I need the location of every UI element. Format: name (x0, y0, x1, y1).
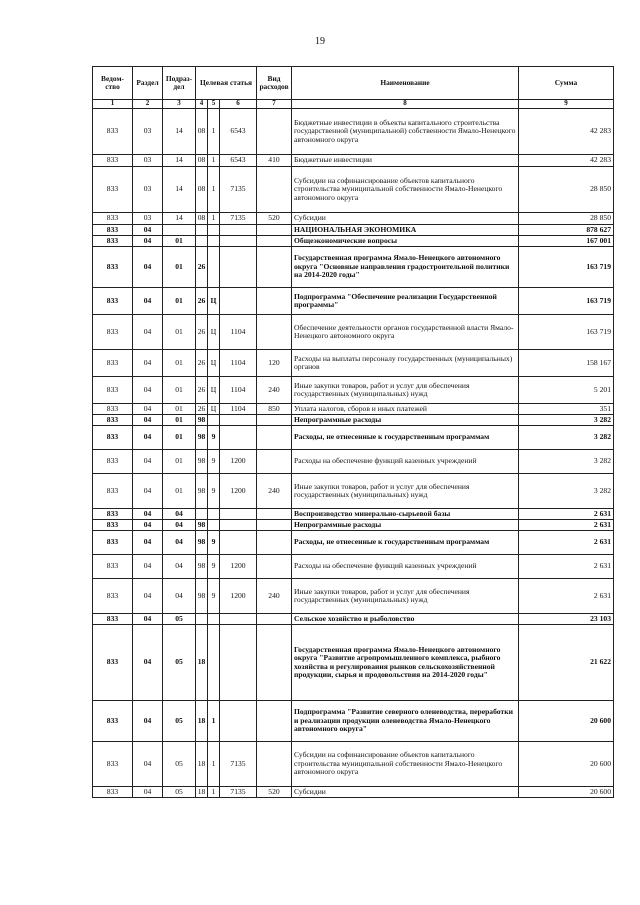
cell-name: Иные закупки товаров, работ и услуг для обеспечения государственных (муниципальных) нужд (292, 377, 519, 404)
cell-v: 833 (93, 404, 133, 415)
table-row (93, 426, 614, 450)
page-number: 19 (315, 36, 325, 47)
cell-vr (257, 531, 292, 555)
cell-vr (257, 415, 292, 426)
column-number: 8 (292, 100, 519, 109)
cell-sum: 20 600 (519, 742, 614, 787)
cell-name: Субсидии на софинансирование объектов капитального строительства муниципальной собственности Ямало-Ненецкого автономного округа (292, 742, 519, 787)
table-row (93, 167, 614, 213)
cell-a: 98 (196, 426, 208, 450)
cell-sum: 3 282 (519, 474, 614, 509)
cell-c (220, 509, 257, 520)
cell-b (208, 520, 220, 531)
cell-v: 833 (93, 450, 133, 474)
cell-vr (257, 426, 292, 450)
cell-r: 03 (133, 167, 163, 213)
cell-r: 04 (133, 415, 163, 426)
cell-c: 1200 (220, 579, 257, 614)
cell-name: Государственная программа Ямало-Ненецкого автономного округа "Основные направления градостроительной политики на 2014-2020 годы" (292, 247, 519, 288)
cell-vr: 120 (257, 350, 292, 377)
cell-vr (257, 225, 292, 236)
column-number: 2 (133, 100, 163, 109)
cell-p: 05 (163, 701, 196, 742)
header-summa: Сумма (519, 67, 614, 100)
cell-a: 98 (196, 450, 208, 474)
cell-b: Ц (208, 377, 220, 404)
cell-v: 833 (93, 509, 133, 520)
cell-r: 04 (133, 426, 163, 450)
cell-p: 05 (163, 625, 196, 701)
cell-v: 833 (93, 350, 133, 377)
cell-b: 1 (208, 155, 220, 167)
cell-a (196, 225, 208, 236)
table-body (93, 109, 614, 798)
cell-b: Ц (208, 350, 220, 377)
cell-r: 04 (133, 555, 163, 579)
cell-name: Уплата налогов, сборов и иных платежей (292, 404, 519, 415)
cell-v: 833 (93, 742, 133, 787)
cell-vr: 520 (257, 787, 292, 798)
cell-sum: 28 850 (519, 167, 614, 213)
table-row (93, 236, 614, 247)
cell-vr (257, 555, 292, 579)
cell-v: 833 (93, 701, 133, 742)
cell-r: 03 (133, 109, 163, 155)
cell-r: 04 (133, 742, 163, 787)
cell-c (220, 236, 257, 247)
cell-vr (257, 247, 292, 288)
cell-b (208, 236, 220, 247)
cell-b (208, 509, 220, 520)
cell-vr: 240 (257, 474, 292, 509)
cell-r: 04 (133, 520, 163, 531)
cell-p: 01 (163, 474, 196, 509)
cell-a: 98 (196, 579, 208, 614)
cell-v: 833 (93, 579, 133, 614)
cell-v: 833 (93, 236, 133, 247)
cell-a: 26 (196, 350, 208, 377)
cell-name: Бюджетные инвестиции (292, 155, 519, 167)
cell-name: НАЦИОНАЛЬНАЯ ЭКОНОМИКА (292, 225, 519, 236)
cell-r: 04 (133, 787, 163, 798)
cell-p: 14 (163, 167, 196, 213)
cell-vr (257, 167, 292, 213)
cell-sum: 28 850 (519, 213, 614, 225)
cell-c (220, 625, 257, 701)
cell-p: 04 (163, 509, 196, 520)
cell-b: 9 (208, 555, 220, 579)
cell-name: Подпрограмма "Обеспечение реализации Государственной программы" (292, 288, 519, 315)
cell-c (220, 225, 257, 236)
cell-a: 08 (196, 109, 208, 155)
cell-b: Ц (208, 288, 220, 315)
cell-sum: 163 719 (519, 247, 614, 288)
cell-c: 1104 (220, 404, 257, 415)
cell-c (220, 247, 257, 288)
cell-p: 04 (163, 520, 196, 531)
table-row (93, 288, 614, 315)
cell-sum: 42 283 (519, 155, 614, 167)
cell-b: 1 (208, 109, 220, 155)
cell-vr (257, 109, 292, 155)
cell-v: 833 (93, 520, 133, 531)
cell-a: 98 (196, 520, 208, 531)
cell-c: 1200 (220, 555, 257, 579)
cell-sum: 23 103 (519, 614, 614, 625)
cell-p: 05 (163, 742, 196, 787)
cell-sum: 2 631 (519, 531, 614, 555)
cell-r: 03 (133, 213, 163, 225)
cell-name: Субсидии (292, 213, 519, 225)
cell-name: Расходы на обеспечение функций казенных учреждений (292, 450, 519, 474)
header-vedomstvo: Ведом-ство (93, 67, 133, 100)
cell-r: 04 (133, 247, 163, 288)
cell-a (196, 236, 208, 247)
cell-a: 98 (196, 415, 208, 426)
cell-c (220, 614, 257, 625)
cell-p: 05 (163, 614, 196, 625)
cell-sum: 878 627 (519, 225, 614, 236)
cell-name: Расходы на выплаты персоналу государственных (муниципальных) органов (292, 350, 519, 377)
cell-a: 18 (196, 742, 208, 787)
cell-b: 1 (208, 167, 220, 213)
cell-c: 1104 (220, 377, 257, 404)
cell-r: 04 (133, 315, 163, 350)
cell-b (208, 415, 220, 426)
cell-name: Обеспечение деятельности органов государственной власти Ямало-Ненецкого автономного округа (292, 315, 519, 350)
cell-a: 98 (196, 531, 208, 555)
column-number: 3 (163, 100, 196, 109)
cell-b: 9 (208, 531, 220, 555)
header-razdel: Раздел (133, 67, 163, 100)
cell-a: 18 (196, 701, 208, 742)
table-row (93, 404, 614, 415)
cell-name: Государственная программа Ямало-Ненецкого автономного округа "Развитие агропромышленного комплекса, рыбного хозяйства и регулирования рынков сельскохозяйственной продукции, сырья и продовольствия на 2014-2020 годы" (292, 625, 519, 701)
header-celevaya-statya: Целевая статья (196, 67, 257, 100)
cell-a: 26 (196, 377, 208, 404)
cell-p: 01 (163, 415, 196, 426)
header-row (93, 67, 614, 100)
table-row (93, 315, 614, 350)
cell-sum: 351 (519, 404, 614, 415)
cell-v: 833 (93, 625, 133, 701)
cell-p: 01 (163, 377, 196, 404)
table-row (93, 225, 614, 236)
cell-r: 04 (133, 625, 163, 701)
cell-p: 05 (163, 787, 196, 798)
table-row (93, 247, 614, 288)
cell-vr (257, 509, 292, 520)
cell-sum: 163 719 (519, 288, 614, 315)
cell-sum: 158 167 (519, 350, 614, 377)
header-naimenovanie: Наименование (292, 67, 519, 100)
cell-vr (257, 742, 292, 787)
cell-p: 14 (163, 155, 196, 167)
cell-vr (257, 701, 292, 742)
table-row (93, 450, 614, 474)
cell-a: 26 (196, 288, 208, 315)
cell-p (163, 225, 196, 236)
cell-sum: 2 631 (519, 509, 614, 520)
cell-vr: 850 (257, 404, 292, 415)
cell-a: 08 (196, 155, 208, 167)
table-row (93, 531, 614, 555)
cell-sum: 3 282 (519, 415, 614, 426)
cell-p: 01 (163, 450, 196, 474)
cell-a (196, 614, 208, 625)
cell-sum: 2 631 (519, 555, 614, 579)
cell-b (208, 247, 220, 288)
header-podrazdel: Подраз-дел (163, 67, 196, 100)
cell-b (208, 625, 220, 701)
cell-sum: 167 001 (519, 236, 614, 247)
cell-name: Подпрограмма "Развитие северного оленеводства, переработки и реализации продукции оленеводства Ямало-Ненецкого автономного округа" (292, 701, 519, 742)
budget-table (92, 66, 614, 798)
cell-sum: 42 283 (519, 109, 614, 155)
cell-name: Иные закупки товаров, работ и услуг для обеспечения государственных (муниципальных) нужд (292, 474, 519, 509)
cell-p: 01 (163, 247, 196, 288)
cell-p: 01 (163, 404, 196, 415)
cell-v: 833 (93, 555, 133, 579)
cell-b: 1 (208, 742, 220, 787)
table-row (93, 474, 614, 509)
cell-c: 7135 (220, 787, 257, 798)
cell-b: Ц (208, 315, 220, 350)
cell-sum: 3 282 (519, 450, 614, 474)
cell-c (220, 531, 257, 555)
cell-vr (257, 450, 292, 474)
cell-b (208, 225, 220, 236)
cell-p: 14 (163, 213, 196, 225)
cell-c: 7135 (220, 742, 257, 787)
cell-vr (257, 520, 292, 531)
cell-r: 04 (133, 531, 163, 555)
table-row (93, 579, 614, 614)
cell-v: 833 (93, 315, 133, 350)
cell-p: 04 (163, 579, 196, 614)
cell-name: Сельское хозяйство и рыболовство (292, 614, 519, 625)
cell-vr (257, 625, 292, 701)
table-row (93, 787, 614, 798)
cell-name: Иные закупки товаров, работ и услуг для обеспечения государственных (муниципальных) нужд (292, 579, 519, 614)
cell-vr (257, 315, 292, 350)
table-row (93, 109, 614, 155)
table-row (93, 213, 614, 225)
cell-name: Воспроизводство минерально-сырьевой базы (292, 509, 519, 520)
cell-p: 04 (163, 531, 196, 555)
cell-c (220, 288, 257, 315)
cell-b: Ц (208, 404, 220, 415)
cell-a: 98 (196, 555, 208, 579)
cell-vr: 520 (257, 213, 292, 225)
cell-c: 6543 (220, 155, 257, 167)
cell-v: 833 (93, 225, 133, 236)
cell-c: 7135 (220, 167, 257, 213)
table-row (93, 350, 614, 377)
cell-vr (257, 288, 292, 315)
cell-b: 9 (208, 579, 220, 614)
cell-b: 9 (208, 450, 220, 474)
cell-vr: 240 (257, 579, 292, 614)
cell-sum: 2 631 (519, 520, 614, 531)
cell-r: 04 (133, 701, 163, 742)
cell-c (220, 701, 257, 742)
cell-v: 833 (93, 247, 133, 288)
cell-name: Общеэкономические вопросы (292, 236, 519, 247)
column-number: 5 (208, 100, 220, 109)
column-number: 7 (257, 100, 292, 109)
cell-c (220, 415, 257, 426)
cell-p: 14 (163, 109, 196, 155)
cell-name: Расходы на обеспечение функций казенных учреждений (292, 555, 519, 579)
cell-name: Расходы, не отнесенные к государственным программам (292, 426, 519, 450)
cell-b: 1 (208, 701, 220, 742)
cell-v: 833 (93, 415, 133, 426)
header-vid-rashodov: Вид расходов (257, 67, 292, 100)
cell-p: 01 (163, 315, 196, 350)
cell-sum: 20 600 (519, 787, 614, 798)
cell-v: 833 (93, 787, 133, 798)
table-row (93, 614, 614, 625)
cell-v: 833 (93, 109, 133, 155)
table-row (93, 377, 614, 404)
cell-p: 01 (163, 236, 196, 247)
cell-v: 833 (93, 288, 133, 315)
cell-b (208, 614, 220, 625)
cell-r: 03 (133, 155, 163, 167)
cell-c: 1104 (220, 350, 257, 377)
cell-name: Непрограммные расходы (292, 415, 519, 426)
cell-r: 04 (133, 225, 163, 236)
cell-a: 26 (196, 247, 208, 288)
cell-c: 1200 (220, 474, 257, 509)
cell-sum: 21 622 (519, 625, 614, 701)
cell-name: Расходы, не отнесенные к государственным программам (292, 531, 519, 555)
table-row (93, 701, 614, 742)
table-row (93, 155, 614, 167)
table-row (93, 520, 614, 531)
column-number-row (93, 100, 614, 109)
cell-name: Бюджетные инвестиции в объекты капитального строительства государственной (муниципальной) собственности Ямало-Ненецкого автономного округа (292, 109, 519, 155)
cell-b: 9 (208, 474, 220, 509)
cell-p: 01 (163, 426, 196, 450)
cell-r: 04 (133, 614, 163, 625)
cell-v: 833 (93, 377, 133, 404)
cell-r: 04 (133, 377, 163, 404)
cell-p: 01 (163, 350, 196, 377)
column-number: 4 (196, 100, 208, 109)
cell-v: 833 (93, 167, 133, 213)
column-number: 6 (220, 100, 257, 109)
table-row (93, 509, 614, 520)
cell-r: 04 (133, 350, 163, 377)
cell-p: 01 (163, 288, 196, 315)
cell-b: 1 (208, 787, 220, 798)
cell-a: 26 (196, 404, 208, 415)
cell-vr (257, 236, 292, 247)
cell-r: 04 (133, 288, 163, 315)
cell-a: 98 (196, 474, 208, 509)
cell-r: 04 (133, 404, 163, 415)
column-number: 9 (519, 100, 614, 109)
table-row (93, 742, 614, 787)
table-row (93, 555, 614, 579)
table-row (93, 625, 614, 701)
cell-vr: 240 (257, 377, 292, 404)
cell-p: 04 (163, 555, 196, 579)
cell-name: Субсидии (292, 787, 519, 798)
cell-a: 08 (196, 213, 208, 225)
cell-r: 04 (133, 236, 163, 247)
cell-name: Субсидии на софинансирование объектов капитального строительства муниципальной собственности Ямало-Ненецкого автономного округа (292, 167, 519, 213)
column-number: 1 (93, 100, 133, 109)
cell-c (220, 426, 257, 450)
cell-v: 833 (93, 531, 133, 555)
cell-sum: 3 282 (519, 426, 614, 450)
cell-name: Непрограммные расходы (292, 520, 519, 531)
table-row (93, 415, 614, 426)
cell-r: 04 (133, 579, 163, 614)
cell-r: 04 (133, 474, 163, 509)
cell-v: 833 (93, 474, 133, 509)
cell-c (220, 520, 257, 531)
cell-r: 04 (133, 509, 163, 520)
cell-a (196, 509, 208, 520)
cell-a: 26 (196, 315, 208, 350)
cell-v: 833 (93, 155, 133, 167)
cell-a: 08 (196, 167, 208, 213)
cell-vr: 410 (257, 155, 292, 167)
cell-c: 1200 (220, 450, 257, 474)
cell-c: 1104 (220, 315, 257, 350)
cell-sum: 5 201 (519, 377, 614, 404)
cell-v: 833 (93, 614, 133, 625)
cell-sum: 2 631 (519, 579, 614, 614)
cell-c: 6543 (220, 109, 257, 155)
cell-v: 833 (93, 426, 133, 450)
cell-v: 833 (93, 213, 133, 225)
cell-sum: 20 600 (519, 701, 614, 742)
cell-b: 9 (208, 426, 220, 450)
cell-a: 18 (196, 625, 208, 701)
cell-a: 18 (196, 787, 208, 798)
cell-b: 1 (208, 213, 220, 225)
cell-c: 7135 (220, 213, 257, 225)
cell-sum: 163 719 (519, 315, 614, 350)
cell-r: 04 (133, 450, 163, 474)
cell-vr (257, 614, 292, 625)
